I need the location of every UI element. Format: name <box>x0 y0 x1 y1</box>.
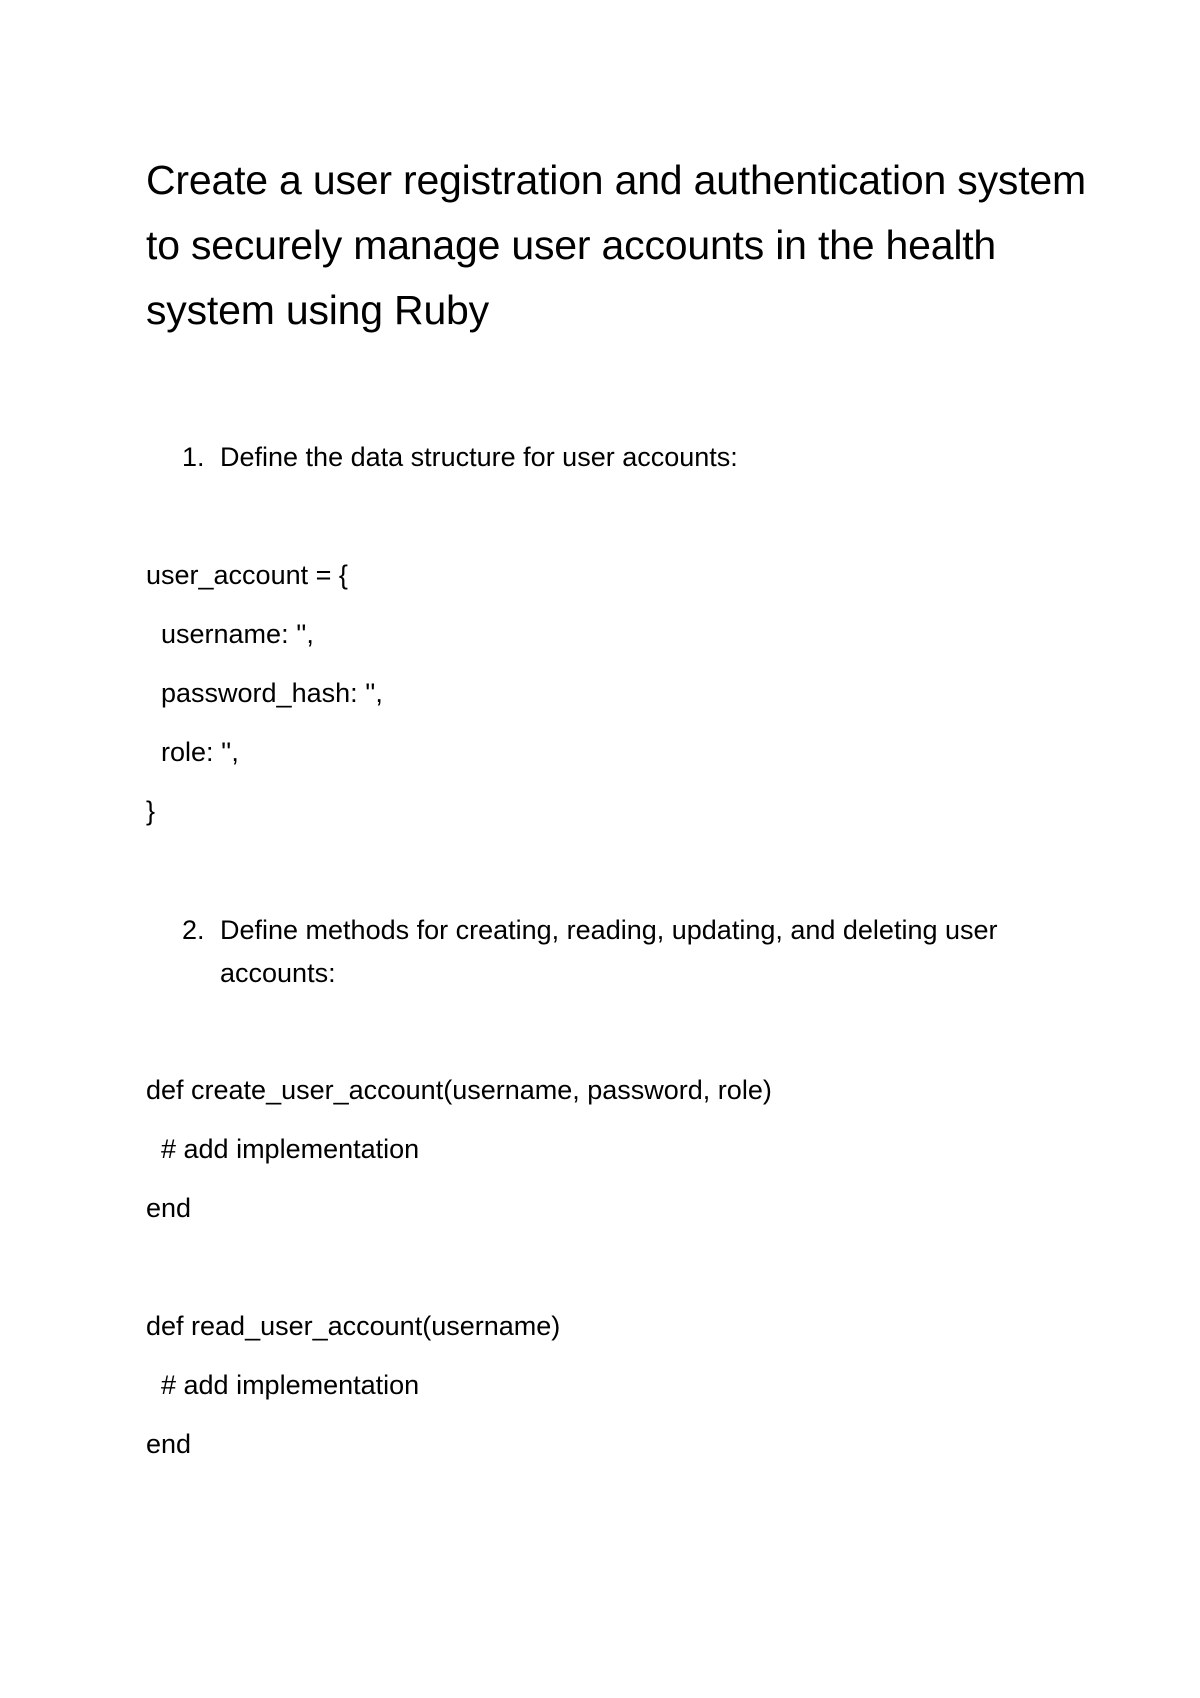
code-line: end <box>146 1429 192 1459</box>
code-line: def read_user_account(username) <box>146 1311 561 1341</box>
document-title: Create a user registration and authentication system to securely manage user accounts in the health system using Ruby <box>146 157 1086 333</box>
code-line: end <box>146 1193 192 1223</box>
code-line: role: '', <box>146 737 239 767</box>
code-line: user_account = { <box>146 560 348 590</box>
step-number: 2. <box>182 915 205 945</box>
code-line: } <box>146 796 156 826</box>
code-line: password_hash: '', <box>146 678 383 708</box>
code-line: # add implementation <box>146 1134 420 1164</box>
step-1 <box>182 436 1062 479</box>
code-line: username: '', <box>146 619 314 649</box>
step-2 <box>182 909 1062 995</box>
step-text: Define the data structure for user accounts: <box>220 442 738 472</box>
code-line: def create_user_account(username, password, role) <box>146 1075 772 1105</box>
code-line: # add implementation <box>146 1370 420 1400</box>
step-text: Define methods for creating, reading, updating, and deleting user accounts: <box>220 915 998 988</box>
step-number: 1. <box>182 442 205 472</box>
